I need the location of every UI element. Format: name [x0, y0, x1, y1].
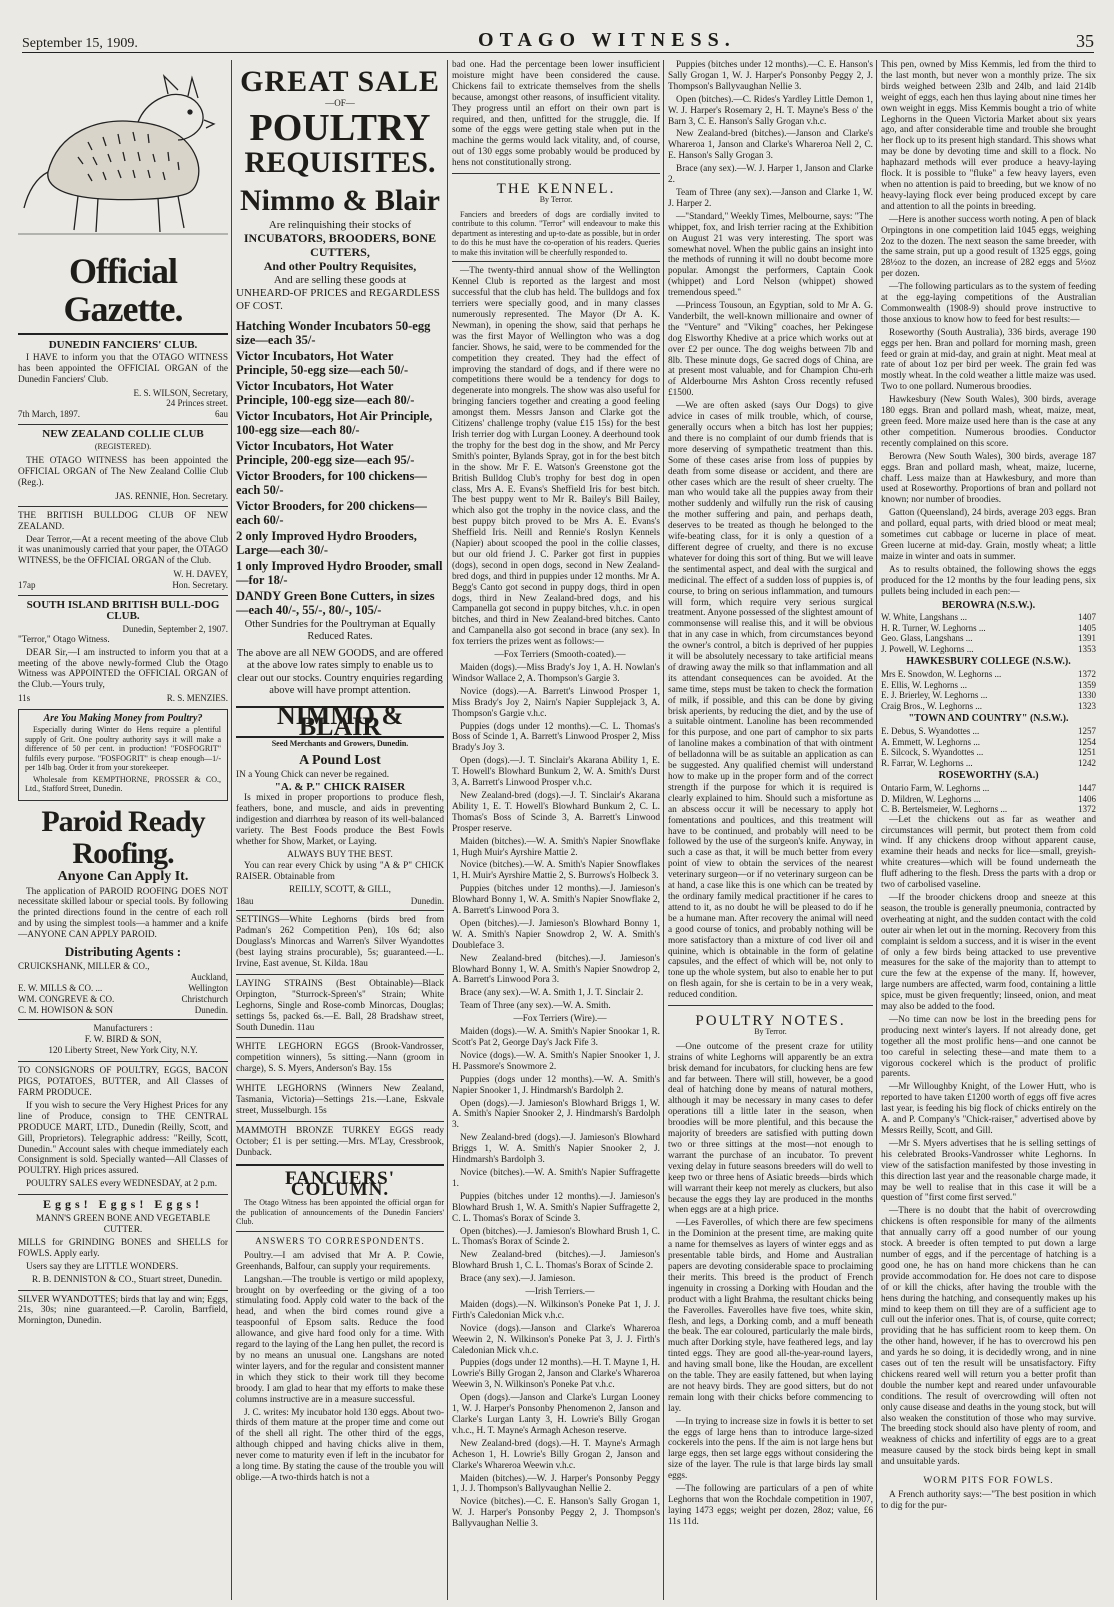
worm-pits-heading: WORM PITS FOR FOWLS.	[923, 1476, 1054, 1487]
signatory-title: Hon. Secretary.	[172, 580, 228, 591]
result-line: Open (dogs).—J. T. Sinclair's Akarana Ability 1, E. T. Howell's Blowhard Bunkum 2, W. A. Smith's Durst 3, A. Barrett's Linwood Prosper v.h.c.	[452, 756, 660, 789]
chick-raiser-body: Is mixed in proper proportions to produce flesh, feathers, bone, and muscle, and aids in preventing indigestion and diarrhœa by reason of its well-balanced variety. The Best Foods produce the Best Fowls whether for Show, Market, or Laying.	[236, 793, 444, 847]
table-row: Geo. Glass, Langshans ... 1391	[881, 633, 1096, 644]
chick-raiser-tail: You can rear every Chick by using "A & P" CHICK RAISER. Obtainable from	[236, 860, 444, 882]
silver-wyandottes-ad: SILVER WYANDOTTES; birds that lay and win; Eggs, 21s, 30s; nine guaranteed.—P. Carolin, Barrfield, Mornington, Dunedin.	[18, 1294, 228, 1327]
notice-code: 18au	[236, 895, 254, 906]
table-title: HAWKESBURY COLLEGE (N.S.W.).	[906, 656, 1071, 668]
agent-row: C. M. HOWISON & SON Dunedin.	[18, 1004, 228, 1015]
notice-date: 7th March, 1897.	[18, 409, 80, 420]
worm-pits-body: A French authority says:—"The best position in which to dig for the pur-	[881, 1490, 1096, 1511]
notice-code: 17ap	[18, 580, 36, 591]
kennel-paragraph: —The twenty-third annual show of the Wellington Kennel Club is reported as the largest and most successful that the club has held. The bulldogs and fox terriers were specially good, and in many classes numerously represented. The Mayor (Dr A. K. Newman), in opening the show, said that perhaps he was the first Mayor of Wellington who was a dog fancier. Shows, he said, were to be commended for the competition they created. They had the effect of improving the standard of dogs, and if there were no competitions there would be a tendency for dogs to degenerate into mongrels. The show was also useful for bringing fanciers together and creating a good feeling amongst them. Messrs Janson and Clarke got the Citizens' challenge trophy (value £15 15s) for the best Irish terrier dog with Lurgan Looney. A deerhound took the trophy for the best dog in the show, and Mr Percy Smith's pointer, Bylands Spray, got in for the best bitch in the show. Mr F. E. Watson's Greenstone got the British Bulldog Club's trophy for best dog in open class, Mrs A. E. Evans's Sheffield Iris for best bitch. The best puppy went to Mr R. Bailey's Bill Bailey, which also got the trophy in the novice class, and the best puppy bitch proved to be Mrs A. E. Evans's Sheffield Iris. Neill and Rennie's Roslyn Kennels (Napier) about scooped the pool in the collie classes, but our old friend J. C. Parker got first in puppies (dogs), second in open dogs, second in New Zealand-bred dogs, and third in puppies under 12 months. Mr A. Begg's Canto got second in puppy dogs, third in open dogs, third in New Zealand-bred dogs, and his Campanella got second in puppy bitches, v.h.c. in open bitches, and third in New Zealand-bred bitches. Canto and Campanella also got second in brace (any sex). In fox terriers the prizes went as follows:—	[452, 266, 660, 648]
pound-lost-body: IN a Young Chick can never be regained.	[236, 769, 390, 780]
poultry-note: —Mr Willoughby Knight, of the Lower Hutt, who is reported to have taken £1200 worth of eggs off five acres last year, is feeding his big flock of chicks entirely on the A. and P. Company's "Chick-raiser," advertised above by Messrs Reilly, Scott, and Gill.	[881, 1082, 1096, 1136]
agents-list	[18, 961, 228, 1016]
distributing-agents-heading: Distributing Agents :	[64, 944, 182, 960]
poultry-note: —In trying to increase size in fowls it is better to set the eggs of large hens than to introduce large-sized cockerels into the pens. If the aim is not large hens but large eggs, then set large eggs without considering the size of the layer. The rule is that large birds lay small eggs.	[668, 1416, 873, 1482]
price-list	[236, 319, 444, 618]
result-line: Puppies (dogs under 12 months).—W. A. Smith's Napier Snooker 1, J. Hindmarsh's Bardolph 2.	[452, 1074, 660, 1096]
poultry-note: —If the brooder chickens droop and sneeze at this season, the trouble is generally pneumonia, contracted by overheating at night, and the sudden contact with the cold outer air when let out in the morning. Recovery from this complaint is seldom a success, and it is wiser in the event of only a few birds being attacked to use preventive measures for the sake of the majority than to attempt to cure the few at the expense of the many. If, however, large numbers are affected, warm food, containing a little spice, must be given frequently; linseed, onion, and meat may also be added to the food.	[881, 892, 1096, 1013]
results-table	[881, 714, 1096, 768]
kennel-paragraph: —"Standard," Weekly Times, Melbourne, says: "The whippet, fox, and Irish terrier racing at the Exhibition on August 21 was very interesting. The sport was somewhat novel. When the public gains an insight into the methods of running it will no doubt become more popular. Amongst the performers, Captain Cook (whippet) and Lord Nelson (whippet) showed tremendous speed."	[668, 211, 873, 299]
eggs-firm: R. B. DENNISTON & CO., Stuart street, Dunedin.	[31, 1274, 223, 1285]
table-row: E. J. Brierley, W. Leghorns ... 1330	[881, 690, 1096, 701]
table-row: E. Ellis, W. Leghorns ... 1359	[881, 679, 1096, 690]
masthead	[22, 30, 1094, 53]
notice-code: 11s	[18, 693, 31, 704]
result-line: Brace (any sex).—W. A. Smith 1, J. T. Sinclair 2.	[460, 988, 644, 999]
poultry-note: —The following particulars as to the system of feeding at the egg-laying competitions of the Australian Commonwealth (1908-9) should prove instructive to those anxious to know how to feed for best results:—	[881, 282, 1096, 325]
club-notice: I HAVE to inform you that the OTAGO WITNESS has been appointed the OFFICIAL ORGAN of the Dunedin Fanciers' Club.	[18, 352, 228, 385]
poultry-note: —No time can now be lost in the breeding pens for producing next winter's layers. If not already done, get together all the most prolific hens—and one cannot be too careful in selecting these—and mate them to a vigorous cockerel which is the product of prolific parents.	[881, 1014, 1096, 1080]
table-row: R. Farrar, W. Leghorns ... 1242	[881, 757, 1096, 768]
result-line: New Zealand-bred (dogs).—J. T. Sinclair's Akarana Ability 1, E. T. Howell's Blowhard Bunkum 2, C. L. Thomas's Boss of Scinde 3, A. Barrett's Linwood Prosper reserve.	[452, 790, 660, 834]
result-line: Puppies (dogs under 12 months).—C. L. Thomas's Boss of Scinde 1, A. Barrett's Linwood Prosper 2, Miss Brady's Joy 3.	[452, 721, 660, 754]
club-name: NEW ZEALAND COLLIE CLUB	[42, 428, 204, 441]
club-notice: THE BRITISH BULLDOG CLUB OF NEW ZEALAND.	[18, 510, 228, 532]
table-row: J. Powell, W. Leghorns ... 1353	[881, 643, 1096, 654]
kennel-paragraph: —Princess Tousoun, an Egyptian, sold to Mr A. G. Vanderbilt, the well-known millionaire and owner of the "Venture" and "Viking" coaches, her Pekingese dog Elsworthy Khedive at a price which works out at over £2 per ounce. The dog weighs between 7lb and 8lb. These minute dogs, Ge sacred dogs of China, are at present most valuable, and for Champion Chu-erh of Alderbourne Mrs Ashton Cross recently refused £1500.	[668, 301, 873, 399]
kennel-byline: By Terror.	[539, 194, 573, 204]
result-line: Maiden (dogs).—Miss Brady's Joy 1, A. H. Nowlan's Windsor Wallace 2, A. Thompson's Gargie 3.	[452, 663, 660, 684]
firm-place: Dunedin.	[410, 895, 444, 906]
eggs-body: Users say they are LITTLE WONDERS.	[26, 1261, 179, 1272]
result-line: Puppies (bitches under 12 months).—J. Jamieson's Blowhard Brush 1, W. A. Smith's Napier Suffragette 2, C. L. Thomas's Borax of Scinde 3.	[452, 1191, 660, 1224]
result-line: Open (bitches).—C. Rides's Yardley Little Demon 1, W. J. Harper's Rosemary 2, H. T. Mayne's Bess o' the Barn 3, C. E. Hanson's Sally Grogan v.h.c.	[668, 94, 873, 127]
club-notice: THE OTAGO WITNESS has been appointed the OFFICIAL ORGAN of The New Zealand Collie Club (Reg.).	[18, 456, 228, 488]
pound-lost-heading: A Pound Lost	[299, 752, 381, 768]
results-table	[881, 771, 1096, 814]
price-item: DANDY Green Bone Cutters, in sizes—each 40/-, 55/-, 80/-, 105/-	[236, 588, 435, 618]
ad-closing: The above are all NEW GOODS, and are offered at the above low rates simply to enable us to clear out our stocks. Country enquiries regarding above will have prompt attention.	[236, 647, 444, 697]
table-row: Ontario Farm, W. Leghorns ... 1447	[881, 783, 1096, 794]
table-title: "TOWN AND COUNTRY" (N.S.W.).	[908, 713, 1069, 725]
eggs-heading: Eggs! Eggs! Eggs!	[42, 1197, 203, 1212]
poultry-note: Hawkesbury (New South Wales), 300 birds, average 180 eggs. Bran and pollard mash, wheat, maize, meat, green feed. More maize used here than is the case at any other competition. Numerous broodies. Conductor recently complained on this score.	[881, 395, 1096, 449]
continued-text: bad one. Had the percentage been lower insufficient moisture might have been considered the cause. Chickens fail to extricate themselves from the shells because, amongst other reasons, of insufficient vitality. They progress until an effort on their own part is required, and then, unfitted for the struggle, die. If some of the eggs were getting stale when put in the machine the germs would lack vitality, and, of course, out of 130 eggs some probably would be produced by hens not constitutionally strong.	[452, 60, 660, 169]
column-rule	[447, 60, 448, 1600]
table-row: Mrs E. Snowdon, W. Leghorns ... 1372	[881, 669, 1096, 680]
ad-body: Especially during Winter do Hens require a plentiful supply of Grit. One poultry authority says it will make a difference of 50 per cent. in production! "FOSFOGRIT" fulfils every purpose. "FOSFOGRIT" is cheap enough—1/- per 14lb bag. Order it from your storekeeper.	[25, 725, 221, 773]
classified-ad: WHITE LEGHORN EGGS (Brook-Vandrosser, competition winners), 5s sitting.—Nann (groom in charge), S. S. Myers, Anderson's Bay. 15s	[236, 1042, 444, 1075]
ad-lead: And are selling these goods at	[273, 273, 407, 286]
result-line: Puppies (bitches under 12 months).—J. Jamieson's Blowhard Bonny 1, W. A. Smith's Napier Snowflake 2, A. Barrett's Linwood Pora 3.	[452, 884, 660, 917]
result-line: Maiden (bitches).—W. J. Harper's Ponsonby Peggy 1, J. J. Thompson's Ballyvaughan Nellie 2.	[452, 1473, 660, 1495]
paroid-body: The application of PAROID ROOFING DOES NOT necessitate skilled labour or special tools. By following the printed directions found in the centre of each roll and by using the simplest tools—a hammer and a knife—ANYONE CAN APPLY PAROID.	[18, 886, 228, 941]
column-rule	[876, 60, 877, 1600]
result-line: Puppies (dogs under 12 months).—H. T. Mayne 1, H. Lowrie's Billy Grogan 2, Janson and Clarke's Whareroa Weewin 3, N. Wilkinson's Poneke Pat v.h.c.	[452, 1358, 660, 1391]
kennel-paragraph: —We are often asked (says Our Dogs) to give advice in cases of milk trouble, which, of course, generally occurs when a bitch has lost her puppies; and there is no complaint of our dumb friends that is more deserving of sympathetic treatment than this. Some of these cases arise from loss of puppies by death from some disease or accident, and there are other cases which are the result of sheer cruelty. The man who would take all the puppies away from their mother suddenly and wilfully run the risk of causing the mother suffering and pain, and perhaps death, deserves to be treated as though he belonged to the wife-beating class, for it is only a question of a different degree of cruelty, and there is no excuse whatever for doing this sort of thing. But we will leave the sentimental aspect, and deal with the surgical and medicinal. The effect of a sudden loss of puppies is, of course, to bring on serious inflammation, and tumours will form, which require very serious surgical treatment. Anyone possessed of the slightest amount of commonsense will realise this, and it will be obvious that in any case in which, from circumstances beyond the owner's control, a bitch is deprived of her puppies it will be absolutely necessary to take artificial means of drawing away the milk so that inflammation and all its attendant consequences can be avoided. At the same time, steps must be taken to check the formation of milk, if possible, and this can be done by giving brisk aperients, by reducing the diet, and by the use of a suitable ointment. Lanoline has been recommended for this purpose, and one part of camphor to six parts of lanoline makes a combination of that with ointment of belladonna will be as suitable an application as can be suggested. Any qualified chemist will understand how to make up in the proper form and of the correct strength if the purpose for which it is required is clearly explained to him. Should such a misfortune as an abscess occur it will be necessary to apply hot fomentations and poultices, and this treatment will have to be continued, and probably will need to be followed by the use of the surgeon's knife. Anyway, in such a case as that, it will be much better from every point of view to obtain the services of the nearest veterinary surgeon—or if no veterinary surgeon can be at hand, a case like this is one which can be treated by the ordinary family medical practitioner if he cares to attend to it, as no doubt he will be pleased to do if he be a humane man. After recovery the animal will need a good course of tonics, and probably nothing will be more satisfactory than a mixture of cod liver oil and quinine, which is obtainable in the form of gelatine capsules, and the effect of which will be, not only to tone up the whole system, but also to enable her to put on flesh again, for she is certain to be in a very weak, reduced condition.	[668, 401, 873, 1001]
result-line: Novice (bitches).—W. A. Smith's Napier Snowflakes 1, H. Muir's Ayrshire Mattie 2, S. Burrows's Holbeck 3.	[452, 860, 660, 882]
result-line: Maiden (dogs).—W. A. Smith's Napier Snookar 1, R. Scott's Pat 2, George Day's Jack Fife 3.	[452, 1027, 660, 1048]
results-table	[881, 601, 1096, 655]
answer: Poultry.—I am advised that Mr A. P. Cowie, Greenhands, Balfour, can supply your requirements.	[236, 1250, 444, 1272]
issue-date: September 15, 1909.	[22, 36, 138, 51]
manufacturer-name: F. W. BIRD & SON,	[84, 1035, 162, 1046]
results-table	[881, 657, 1096, 711]
poultry-note: Berowra (New South Wales), 300 birds, average 187 eggs. Bran and pollard mash, wheat, maize, lucerne, chaff. Less maize than at Hawkesbury, and more than used at Roseworthy. Proportions of bran and pollard not known; nor number of broodies.	[881, 451, 1096, 506]
column-1	[18, 60, 228, 1600]
result-line: New Zealand-bred (bitches).—J. Jamieson's Blowhard Bonny 1, W. A. Smith's Napier Snowdrop 2, A. Barrett's Linwood Pora 3.	[452, 953, 660, 986]
poultry-sales: POULTRY SALES every WEDNESDAY, at 2 p.m.	[26, 1179, 218, 1190]
column-3	[452, 60, 660, 1600]
result-line: Maiden (bitches).—W. A. Smith's Napier Snowflake 1, Hugh Muir's Ayrshire Mattie 2.	[452, 836, 660, 858]
official-gazette-heading: Official Gazette.	[63, 250, 183, 329]
manufacturer-address: 120 Liberty Street, New York City, N.Y.	[48, 1046, 198, 1057]
classified-ad: MAMMOTH BRONZE TURKEY EGGS ready October; £1 is per setting.—Mrs. M'Lay, Cressbrook, Dunback.	[236, 1125, 444, 1158]
newspaper-title: OTAGO WITNESS.	[478, 29, 736, 51]
manufacturers-heading: Manufacturers :	[93, 1024, 153, 1035]
price-item: 2 only Improved Hydro Brooders, Large—each 30/-	[236, 528, 417, 558]
poultry-note: —There is no doubt that the habit of overcrowding chickens is often responsible for many of the ailments that annually carry off a good number of our young stock. A breeder is often tempted to put down a large number of eggs, and if the percentage of hatching is a good one, he has on hand more chickens than he can provide accommodation for. He does not care to dispose of or kill the chicks, after having the trouble with the hens during the hatching, and consequently makes up his mind to keep them on till they are of a sufficient age to cull out the inferior ones. That is, of course, quite correct; providing that he has sufficient room to keep them. On the other hand, however, if he has to overcrowd his pen and yards he so doing, it is decidedly wrong, and in nine cases out of ten the result will be unsatisfactory. Fifty chickens reared well will return you a better profit than double the number kept and reared under unfavourable conditions. The result of overcrowding will often not only cause disease and deaths in the young stock, but will also weaken the constitution of those who may survive. The breeding stock should also have plenty of room, and weakness of chicks and infertility of eggs are to a great measure caused by the stock birds being kept in small and unsuitable yards.	[881, 1206, 1096, 1468]
poultry-note: As to results obtained, the following shows the eggs produced for the 12 months by the four leading pens, six pullets being included in each pen:—	[881, 564, 1096, 597]
result-line: Open (dogs).—Janson and Clarke's Lurgan Looney 1, W. J. Harper's Ponsonby Phenomenon 2, Janson and Clarke's Lurgan Lanty 3, H. Lowrie's Billy Grogan v.h.c., H. T. Mayne's Armagh Acheson reserve.	[452, 1393, 660, 1436]
agent-row: CRUICKSHANK, MILLER & CO.,	[18, 960, 150, 971]
kennel-subheading: —Fox Terriers (Wire).—	[513, 1014, 607, 1025]
result-line: New Zealand-bred (dogs).—H. T. Mayne's Armagh Acheson 1, H. Lowrie's Billy Grogan 2, Janson and Clarke's Whareroa Weewin v.h.c.	[452, 1438, 660, 1471]
answer: Langshan.—The trouble is vertigo or mild apoplexy, brought on by overfeeding or the giving of a too stimulating food. Apply cold water to the back of the head, and when the bird comes round give a teaspoonful of Epsom salts. Reduce the food allowance, and give hard food only for a time. With regard to the laying of the Lang hen pullet, the record is by no means an unusual one. Langshans are noted winter layers, and for the regular and consistent manner in which they stick to their work till they become broody. I am glad to hear that my efforts to make these columns instructive are in a measure successful.	[236, 1274, 444, 1405]
club-signature: E. S. WILSON, Secretary,	[133, 387, 228, 398]
poultry-note: —Les Faverolles, of which there are few specimens in the Dominion at the present time, are making quite a name for themselves as layers of winter eggs and as presentable table birds, and Home and Australian papers are devoting considerable space to proclaiming their merits. This breed is the product of French ingenuity in crossing a Dorking with Houdan and the product with a light Brahma, the resultant chicks being the Faverolles. Faverolles have five toes, white skin, flesh, and legs, a Dorking comb, and a muff beneath the beak. The ear coloured, particularly the male birds, much after Dorking style, have feathered legs, and lay tinted eggs. They are good all-the-year-round layers, and having small bone, like the Houdan, are excellent on the table. They are easily fattened, but when laying are not heavy birds. They are good sitters, but do not remain long with their chicks before commencing to lay.	[668, 1218, 873, 1414]
result-line: Open (bitches).—J. Jamieson's Blowhard Brush 1, C. L. Thomas's Borax of Scinde 2.	[452, 1226, 660, 1248]
poultry-note: Gatton (Queensland), 24 birds, average 203 eggs. Bran and pollard, equal parts, with dried blood or meat meal; sometimes cut cabbage or lucerne in place of meat. Green lucerne at mid-day. Grain, mostly wheat; a little maize in winter and oats in summer.	[881, 508, 1096, 562]
of-divider: —OF—	[325, 98, 355, 108]
classified-ad: SETTINGS—White Leghorns (birds bred from Padman's 262 Competition Pen), 10s 6d; also Douglass's Minorcas and Warren's Silver Wyandottes (best laying strains procurable), 5s; guaranteed.—L. Irvine, East avenue, St. Kilda. 18au	[236, 915, 444, 970]
poultry-notes-byline: By Terror.	[754, 1026, 787, 1036]
table-row: Craig Bros., W. Leghorns ... 1323	[881, 700, 1096, 711]
result-line: Maiden (dogs).—N. Wilkinson's Poneke Pat 1, J. J. Firth's Caledonian Mick v.h.c.	[452, 1299, 660, 1321]
chick-raiser-firm: REILLY, SCOTT, & GILL,	[288, 884, 391, 895]
price-item: Victor Incubators, Hot Air Principle, 100-egg size—each 80/-	[236, 408, 433, 438]
ad-lead-bold: And other Poultry Requisites,	[263, 258, 417, 273]
result-line: New Zealand-bred (bitches).—J. Jamieson's Blowhard Brush 1, C. L. Thomas's Borax of Scinde 2.	[452, 1250, 660, 1272]
classified-ad: WHITE LEGHORNS (Winners New Zealand, Tasmania, Victoria)—Settings 21s.—Lane, Eskvale street, Musselburgh. 15s	[236, 1084, 444, 1116]
kennel-subheading: —Irish Terriers.—	[525, 1287, 595, 1298]
nimmo-blair-heading: Nimmo & Blair	[240, 183, 440, 217]
column-rule	[663, 60, 664, 1600]
price-item: Victor Incubators, Hot Water Principle, 200-egg size—each 95/-	[236, 438, 415, 468]
table-title: BEROWRA (N.S.W.).	[941, 599, 1036, 611]
dateline: Dunedin, September 2, 1907.	[122, 623, 228, 634]
poultry-note: Roseworthy (South Australia), 336 birds, average 190 eggs per hen. Bran and pollard for morning mash, green feed or grain at mid-day, and grain at night. Meat meal at rate of about 1oz per bird per week. The grain fed was mostly wheat. In the cold weather a little maize was used. Two to one pollard. Numerous broodies.	[881, 327, 1096, 393]
result-line: New Zealand-bred (bitches).—Janson and Clarke's Whareroa 1, Janson and Clarke's Whareroa Nell 2, C. E. Hanson's Sally Grogan 3.	[668, 129, 873, 162]
price-item: Victor Brooders, for 200 chickens—each 60/-	[236, 498, 427, 528]
nimmo-blair-tagline: Seed Merchants and Growers, Dunedin.	[271, 738, 409, 748]
kennel-intro: Fanciers and breeders of dogs are cordially invited to contribute to this column. "Terror" will endeavour to make this department as interesting and up-to-date as possible, but in order to do this he must have the co-operation of his readers. Queries to make this invitation will be cheerfully responded to.	[452, 209, 660, 257]
table-row: H. R. Turner, W. Leghorns ... 1405	[881, 622, 1096, 633]
club-address: 24 Princes street.	[166, 398, 228, 409]
table-row: C. B. Bertelsmeier, W. Leghorns ... 1372	[881, 804, 1096, 815]
table-row: D. Mildren, W. Leghorns ... 1406	[881, 793, 1096, 804]
price-item: 1 only Improved Hydro Brooder, small—for 18/-	[236, 558, 443, 588]
price-item: Hatching Wonder Incubators 50-egg size—each 35/-	[236, 318, 431, 348]
column-2	[236, 60, 444, 1600]
collie-dog-illustration	[18, 62, 228, 242]
poultry-note: —Mr S. Myers advertises that he is selling settings of his celebrated Brooks-Vandrosser white Leghorns. In view of the satisfaction manifested by those investing in this direction last year and the reasonable charge made, it may be well to realise that in this case it will be a question of "first come first served."	[881, 1138, 1096, 1204]
result-line: Novice (bitches).—C. E. Hanson's Sally Grogan 1, W. J. Harper's Ponsonby Peggy 2, J. Thompson's Ballyvaughan Nellie 3.	[452, 1497, 660, 1530]
ad-title: Are You Making Money from Poultry?	[43, 713, 203, 725]
club-letter: Dear Terror,—At a recent meeting of the above Club it was unanimously carried that your paper, the OTAGO WITNESS, be the OFFICIAL ORGAN of the Club.	[18, 534, 228, 567]
club-signature: JAS. RENNIE, Hon. Secretary.	[115, 490, 228, 501]
poultry-note: —Let the chickens out as far as weather and circumstances will permit, but protect them from cold wind. If any chickens droop without apparent cause, examine their heads and necks for lice—small, greyish-white creatures—which will be found underneath the fluff adhering to the flesh. Dress the parts with a drop or two of carbolised vaseline.	[881, 814, 1096, 891]
table-title: ROSEWORTHY (S.A.)	[938, 770, 1039, 782]
result-line: Team of Three (any sex).—W. A. Smith.	[460, 1001, 611, 1012]
club-name: SOUTH ISLAND BRITISH BULL-DOG CLUB.	[26, 599, 220, 622]
table-row: W. White, Langshans ... 1407	[881, 612, 1096, 623]
poultry-heading: POULTRY	[249, 106, 431, 149]
club-letter: DEAR Sir,—I am instructed to inform you that at a meeting of the above newly-formed Club the Otago Witness was APPOINTED the OFFICIAL ORGAN of the Club.—Yours truly,	[18, 647, 228, 691]
kennel-subheading: —Fox Terriers (Smooth-coated).—	[494, 650, 626, 661]
consignors-body: If you wish to secure the Very Highest Prices for any line of Produce, consign to THE CENTRAL PRODUCE MART, LTD., Dunedin (Reilly, Scott, and Gill, Proprietors). Telegraphic address: "Reilly, Scott, Dunedin." Account sales with cheque immediately each Consignment is sold. Specially wanted—All Classes of POULTRY. High prices assured.	[18, 1100, 228, 1177]
table-row: A. Emmett, W. Leghorns ... 1254	[881, 736, 1096, 747]
ad-lead: UNHEARD-OF PRICES and REGARDLESS OF COST.	[236, 286, 440, 312]
result-line: Novice (dogs).—A. Barrett's Linwood Prosper 1, Miss Brady's Joy 2, Nairn's Napier Supplejack 3, A. Thompson's Gargie v.h.c.	[452, 686, 660, 719]
result-line: New Zealand-bred (dogs).—J. Jamieson's Blowhard Briggs 1, W. A. Smith's Napier Snooker 2, J. Hindmarsh's Bardolph 3.	[452, 1133, 660, 1166]
great-sale-heading: GREAT SALE	[240, 65, 440, 98]
agent-row: WM. CONGREVE & CO. Christchurch	[18, 993, 228, 1004]
club-name: DUNEDIN FANCIERS' CLUB.	[48, 338, 198, 351]
table-row: E. Debus, S. Wyandottes ... 1257	[881, 726, 1096, 737]
paroid-heading: Paroid Ready Roofing.	[41, 804, 205, 870]
poultry-notes-heading: POULTRY NOTES.	[695, 1013, 846, 1030]
result-line: Novice (bitches).—W. A. Smith's Napier Suffragette 1.	[452, 1167, 660, 1189]
result-line: Novice (dogs).—Janson and Clarke's Whareroa Weewin 2, N. Wilkinson's Poneke Pat 3, J. J. Firth's Caledonian Mick v.h.c.	[452, 1323, 660, 1356]
price-item: Victor Incubators, Hot Water Principle, 100-egg size—each 80/-	[236, 378, 415, 408]
agent-row: Auckland,	[190, 971, 228, 982]
requisites-heading: REQUISITES.	[244, 145, 436, 179]
letter-recipient: "Terror," Otago Witness.	[18, 634, 110, 645]
answers-heading: ANSWERS TO CORRESPONDENTS.	[255, 1235, 425, 1246]
column-4	[668, 60, 873, 1600]
notice-code: 6au	[215, 409, 228, 420]
nimmo-blair-signature: NIMMO & BLAIR	[236, 706, 444, 738]
paroid-subheading: Anyone Can Apply It.	[57, 868, 189, 884]
club-registered: (REGISTERED).	[94, 442, 152, 452]
result-line: Open (bitches).—J. Jamieson's Blowhard Bonny 1, W. A. Smith's Napier Snowdrop 2, W. A. Smith's Doubleface 3.	[452, 918, 660, 951]
club-signature: R. S. MENZIES.	[166, 693, 228, 704]
club-signature: W. H. DAVEY,	[173, 569, 228, 580]
column-rule	[231, 60, 232, 1600]
classified-ad: LAYING STRAINS (Best Obtainable)—Black Orpington, "Sturrock-Spreen's" Strain; White Leghorns, Single and Rose-comb Minorcas, Douglas; settings 5s, packed 6s.—E. Ball, 28 Bradshaw street, South Dunedin. 11au	[236, 978, 444, 1033]
poultry-note: This pen, owned by Miss Kemmis, led from the third to the last month, but never won a monthly prize. The six birds weighed between 23lb and 24lb, and laid 214lb weight of eggs, each hen thus laying about nine times her own weight in eggs. Miss Kemmis bought a trio of white Leghorns in the Queen Victoria Market about six years ago, and after considerable time and trouble she brought her flock up to its present high standard. This shows what may be done by devoting time and skill to a flock. No haphazard methods will ever produce a heavy-laying flock. It is possible to "fluke" a few heavy layers, even when no attention is paid to breeding, but we know of no heavy-laying flock ever being produced except by care and attention to all the points in breeding.	[881, 60, 1096, 212]
consignors-heading: TO CONSIGNORS OF POULTRY, EGGS, BACON PIGS, POTATOES, BUTTER, and All Classes of FARM PRODUCE.	[18, 1066, 228, 1098]
fanciers-column-intro: The Otago Witness has been appointed the official organ for the publication of announcements of the Dunedin Fanciers' Club.	[236, 1198, 444, 1227]
fanciers-column-heading: FANCIERS' COLUMN.	[285, 1167, 395, 1200]
fosfogrit-ad	[18, 709, 228, 800]
result-line: Brace (any sex).—W. J. Harper 1, Janson and Clarke 2.	[668, 164, 873, 186]
kennel-heading: THE KENNEL.	[496, 181, 616, 198]
ad-footer: Wholesale from KEMPTHORNE, PROSSER & CO., Ltd., Stafford Street, Dunedin.	[25, 774, 221, 794]
ad-lead: Are relinquishing their stocks of	[268, 218, 412, 231]
price-item: Victor Incubators, Hot Water Principle, 50-egg size—each 50/-	[236, 348, 409, 378]
eggs-body: MANN'S GREEN BONE AND VEGETABLE CUTTER.	[35, 1214, 211, 1235]
other-sundries: Other Sundries for the Poultryman at Equally Reduced Rates.	[244, 618, 436, 643]
eggs-body: MILLS for GRINDING BONES and SHELLS for FOWLS. Apply early.	[18, 1237, 228, 1259]
chick-raiser-heading: "A. & P." CHICK RAISER	[274, 781, 406, 794]
result-line: Brace (any sex).—J. Jamieson.	[460, 1274, 576, 1285]
answer: J. C. writes: My incubator hold 130 eggs. About two-thirds of them mature at the proper time and come out of the shell all right. The other third of the eggs, although chipped and having chicks alive in them, never come to maturity even if left in the incubator for a long time. By stating the cause of the trouble you will oblige.—A two-thirds hatch is not a	[236, 1407, 444, 1483]
agent-row: E. W. MILLS & CO. ... Wellington	[18, 982, 228, 993]
price-item: Victor Brooders, for 100 chickens—each 50/-	[236, 468, 427, 498]
column-5	[881, 60, 1096, 1600]
result-line: Puppies (bitches under 12 months).—C. E. Hanson's Sally Grogan 1, W. J. Harper's Ponsonby Peggy 2, J. Thompson's Ballyvaughan Nellie 3.	[668, 60, 873, 92]
poultry-note: —Here is another success worth noting. A pen of black Orpingtons in one competition laid 1045 eggs, weighing 2oz to the dozen. The next season the same breeder, with the same strain, put up a good result of 1325 eggs, going 28½oz to the dozen, an increase of 282 eggs and 5½oz per dozen.	[881, 214, 1096, 280]
table-row: E. Silcock, S. Wyandottes ... 1251	[881, 747, 1096, 758]
result-line: Team of Three (any sex).—Janson and Clarke 1, W. J. Harper 2.	[668, 187, 873, 209]
always-buy: ALWAYS BUY THE BEST.	[287, 849, 393, 860]
poultry-note: —The following are particulars of a pen of white Leghorns that won the Rochdale competition in 1907, laying 1473 eggs; weight per dozen, 28oz; value, £6 11s 11d.	[668, 1484, 873, 1527]
result-line: Novice (dogs).—W. A. Smith's Napier Snooker 1, J. H. Passmore's Snowmore 2.	[452, 1050, 660, 1072]
result-line: Open (dogs).—J. Jamieson's Blowhard Briggs 1, W. A. Smith's Napier Snooker 2, J. Hindmarsh's Bardolph 3.	[452, 1098, 660, 1131]
ad-lead-bold: INCUBATORS, BROODERS, BONE CUTTERS,	[243, 230, 437, 259]
poultry-note: —One outcome of the present craze for utility strains of white Leghorns will apparently be an extra brisk demand for incubators, for clucking hens are few and far between. There will still, however, be a good deal of hatching done by means of natural mothers, although it may be necessary in many cases to defer operations till a little later in the season, when broodies will be more plentiful, and this because the majority of breeders are satisfied with putting down two or three sittings at the most—not enough to warrant the purchase of an incubator. To prevent vexing delay in future seasons breeders will do well to keep two or three hens of Asiatic breeds—birds which will warrant their keep not merely as cluckers, but also because the eggs they lay are produced in the months when eggs are at a high price.	[668, 1041, 873, 1216]
page-number: 35	[1075, 31, 1094, 51]
